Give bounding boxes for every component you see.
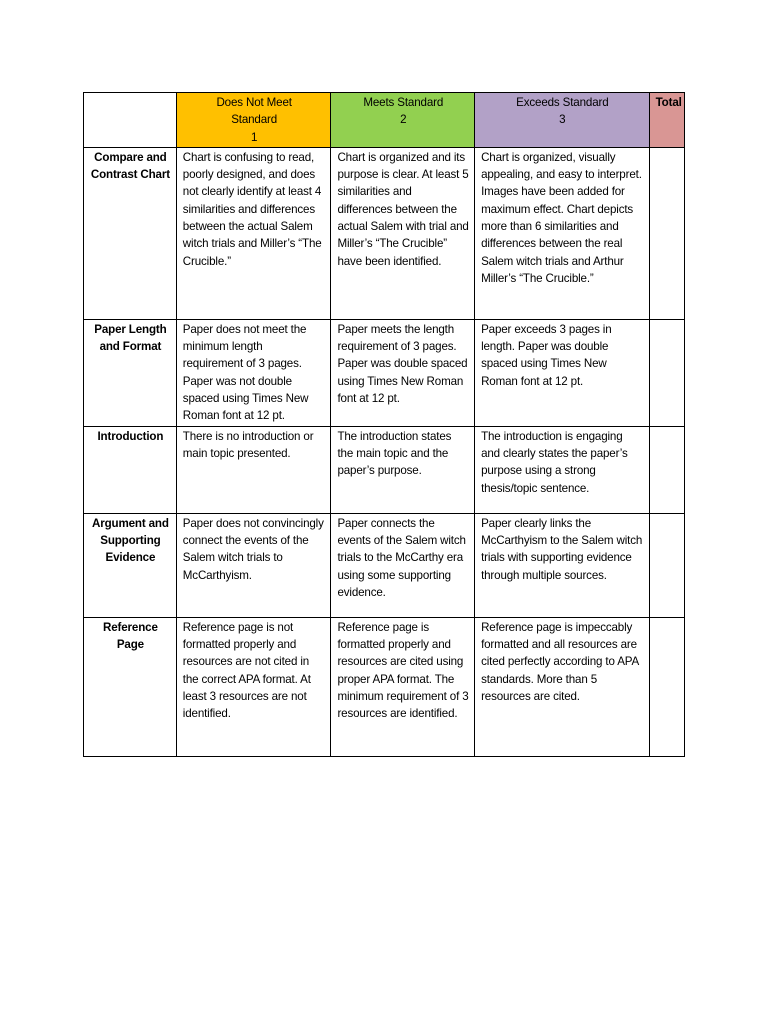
header-meets (331, 93, 475, 148)
does-not-meet-cell: There is no introduction or main topic presented. (176, 426, 331, 513)
header-corner-cell (84, 93, 177, 148)
total-cell (649, 319, 684, 426)
meets-cell: Reference page is formatted properly and resources are cited using proper APA format. The minimum requirement of 3 resources are identified. (331, 617, 475, 756)
meets-score: 2 (400, 113, 407, 127)
exceeds-score: 3 (559, 113, 566, 127)
meets-cell: Paper connects the events of the Salem witch trials to the McCarthy era using some supporting evidence. (331, 513, 475, 617)
meets-cell: Paper meets the length requirement of 3 pages. Paper was double spaced using Times New Roman font at 12 pt. (331, 319, 475, 426)
table-row (84, 617, 685, 756)
does-not-meet-cell: Paper does not meet the minimum length requirement of 3 pages. Paper was not double spaced using Times New Roman font at 12 pt. (176, 319, 331, 426)
meets-cell: Chart is organized and its purpose is clear. At least 5 similarities and differences between the actual Salem with trial and Miller’s “The Crucible” have been identified. (331, 147, 475, 319)
criterion-cell: Introduction (84, 426, 177, 513)
exceeds-cell: Reference page is impeccably formatted and all resources are cited perfectly according to APA standards. More than 5 resources are cited. (475, 617, 650, 756)
total-cell (649, 426, 684, 513)
exceeds-cell: The introduction is engaging and clearly states the paper’s purpose using a strong thesis/topic sentence. (475, 426, 650, 513)
meets-cell: The introduction states the main topic and the paper’s purpose. (331, 426, 475, 513)
table-row (84, 147, 685, 319)
does-not-meet-label-line2: Standard (231, 113, 278, 127)
does-not-meet-cell: Chart is confusing to read, poorly designed, and does not clearly identify at least 4 similarities and differences between the actual Salem witch trials and Miller’s “The Crucible.” (176, 147, 331, 319)
does-not-meet-cell: Reference page is not formatted properly and resources are not cited in the correct APA format. At least 3 resources are not identified. (176, 617, 331, 756)
exceeds-cell: Chart is organized, visually appealing, and easy to interpret. Images have been added for maximum effect. Chart depicts more than 6 similarities and differences between the real Salem witch trials and Arthur Miller’s “The Crucible.” (475, 147, 650, 319)
criterion-cell: Argument and Supporting Evidence (84, 513, 177, 617)
table-row (84, 426, 685, 513)
exceeds-cell: Paper exceeds 3 pages in length. Paper was double spaced using Times New Roman font at 12 pt. (475, 319, 650, 426)
meets-label: Meets Standard (363, 96, 444, 109)
table-row (84, 513, 685, 617)
header-row (84, 93, 685, 148)
total-cell (649, 617, 684, 756)
criterion-cell: Paper Length and Format (84, 319, 177, 426)
rubric-table (83, 92, 685, 757)
does-not-meet-cell: Paper does not convincingly connect the events of the Salem witch trials to McCarthyism. (176, 513, 331, 617)
exceeds-label: Exceeds Standard (516, 96, 609, 109)
table-row (84, 319, 685, 426)
header-total: Total (649, 93, 684, 148)
total-cell (649, 147, 684, 319)
criterion-cell: Compare and Contrast Chart (84, 147, 177, 319)
exceeds-cell: Paper clearly links the McCarthyism to the Salem witch trials with supporting evidence through multiple sources. (475, 513, 650, 617)
does-not-meet-score: 1 (250, 130, 258, 144)
does-not-meet-label-line1: Does Not Meet (216, 96, 292, 109)
header-does-not-meet (176, 93, 331, 148)
header-exceeds (475, 93, 650, 148)
total-cell (649, 513, 684, 617)
criterion-cell: Reference Page (84, 617, 177, 756)
